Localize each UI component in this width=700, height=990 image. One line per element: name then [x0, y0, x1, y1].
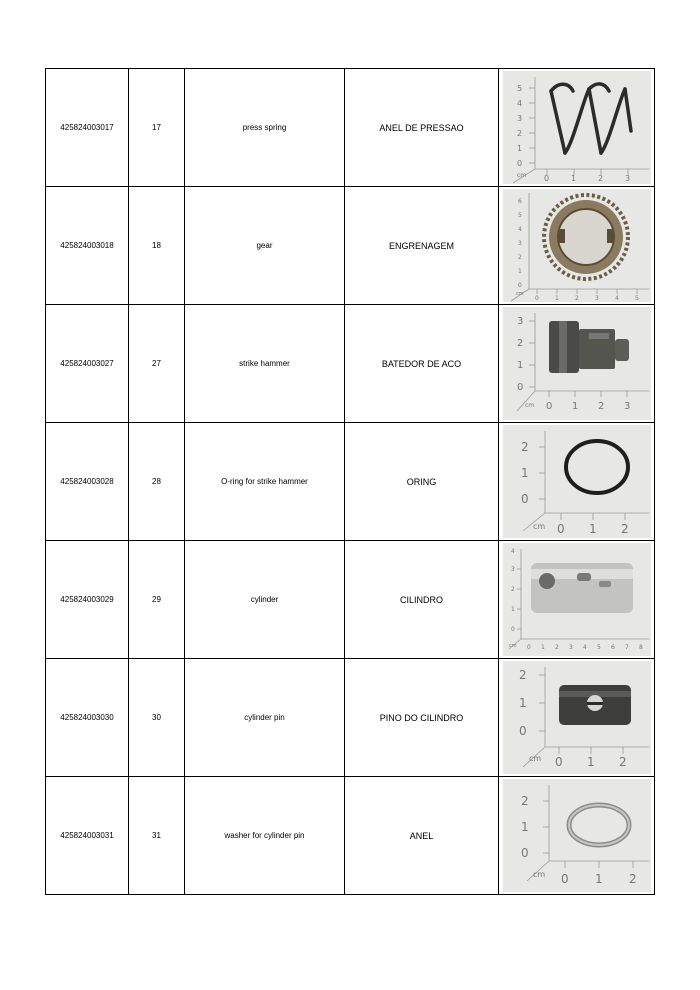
ruler-unit: cm — [516, 172, 526, 179]
ruler-y-tick: 0 — [516, 382, 523, 393]
ruler-x-tick: 0 — [543, 174, 549, 183]
ruler-y-tick: 4 — [516, 99, 522, 108]
description-pt: BATEDOR DE ACO — [345, 305, 499, 423]
ruler-y-tick: 1 — [520, 820, 529, 834]
ruler-y-tick: 2 — [516, 129, 522, 138]
ruler-x-tick: 5 — [596, 644, 601, 651]
part-number: 425824003028 — [46, 423, 129, 541]
ruler-y-tick: 0 — [520, 492, 529, 506]
description-en: gear — [185, 187, 345, 305]
ruler-y-tick: 2 — [520, 794, 529, 808]
part-number: 425824003018 — [46, 187, 129, 305]
ruler-x-tick: 3 — [623, 401, 630, 412]
description-pt: ORING — [345, 423, 499, 541]
ruler-x-tick: 1 — [571, 401, 578, 412]
ruler-y-tick: 1 — [517, 268, 522, 275]
position-number: 27 — [129, 305, 185, 423]
table-row — [46, 659, 655, 777]
cylinder-photo — [503, 543, 651, 656]
position-number: 28 — [129, 423, 185, 541]
ruler-x-tick: 2 — [574, 295, 579, 302]
ruler-x-tick: 2 — [620, 522, 629, 536]
position-number: 29 — [129, 541, 185, 659]
description-en: cylinder — [185, 541, 345, 659]
table-row — [46, 423, 655, 541]
ruler-x-tick: 8 — [638, 644, 643, 651]
ruler-x-tick: 3 — [594, 295, 599, 302]
ruler-unit: cm — [508, 643, 517, 649]
strike-hammer-photo — [503, 307, 651, 420]
ruler-x-tick: 2 — [597, 174, 603, 183]
ruler-x-tick: 1 — [594, 872, 603, 886]
ruler-y-tick: 2 — [518, 668, 527, 682]
ruler-unit: cm — [532, 522, 545, 531]
ruler-y-tick: 6 — [517, 198, 522, 205]
press-spring-photo — [503, 71, 651, 184]
ruler-x-tick: 5 — [634, 295, 639, 302]
ruler-y-tick: 4 — [517, 226, 522, 233]
ruler-y-tick: 0 — [516, 159, 522, 168]
ruler-y-tick: 5 — [516, 84, 522, 93]
ruler-y-tick: 4 — [510, 548, 515, 555]
ruler-x-tick: 2 — [554, 644, 559, 651]
ruler-y-tick: 1 — [510, 606, 515, 613]
description-en: cylinder pin — [185, 659, 345, 777]
ruler-x-tick: 7 — [624, 644, 629, 651]
part-number: 425824003029 — [46, 541, 129, 659]
part-number: 425824003031 — [46, 777, 129, 895]
ruler-y-tick: 0 — [520, 846, 529, 860]
table-row — [46, 305, 655, 423]
ruler-y-tick: 3 — [510, 566, 515, 573]
ruler-y-tick: 2 — [510, 586, 515, 593]
part-number: 425824003030 — [46, 659, 129, 777]
ruler-y-tick: 0 — [518, 724, 527, 738]
description-pt: ANEL — [345, 777, 499, 895]
ruler-x-tick: 0 — [534, 295, 539, 302]
part-number: 425824003017 — [46, 69, 129, 187]
table-row — [46, 541, 655, 659]
ruler-x-tick: 0 — [545, 401, 552, 412]
o-ring-photo — [503, 425, 651, 538]
ruler-x-tick: 0 — [554, 755, 563, 769]
ruler-y-tick: 1 — [518, 696, 527, 710]
ruler-y-tick: 2 — [516, 338, 523, 349]
table-row — [46, 69, 655, 187]
ruler-y-tick: 1 — [520, 466, 529, 480]
ruler-y-tick: 0 — [510, 626, 515, 633]
ruler-y-tick: 3 — [516, 316, 523, 327]
gear-photo — [503, 189, 651, 302]
ruler-x-tick: 6 — [610, 644, 615, 651]
ruler-x-tick: 1 — [540, 644, 545, 651]
table-row — [46, 187, 655, 305]
ruler-x-tick: 2 — [618, 755, 627, 769]
ruler-y-tick: 2 — [520, 440, 529, 454]
ruler-unit: cm — [528, 754, 541, 763]
ruler-unit: cm — [515, 291, 524, 297]
ruler-x-tick: 2 — [628, 872, 637, 886]
ruler-x-tick: 0 — [526, 644, 531, 651]
ruler-x-tick: 1 — [570, 174, 576, 183]
description-pt: ENGRENAGEM — [345, 187, 499, 305]
parts-table — [45, 68, 655, 895]
ruler-unit: cm — [524, 402, 534, 409]
ruler-x-tick: 2 — [597, 401, 604, 412]
description-en: strike hammer — [185, 305, 345, 423]
ruler-x-tick: 1 — [554, 295, 559, 302]
position-number: 18 — [129, 187, 185, 305]
cylinder-pin-photo — [503, 661, 651, 774]
ruler-x-tick: 3 — [624, 174, 630, 183]
ruler-x-tick: 1 — [588, 522, 597, 536]
ruler-x-tick: 4 — [614, 295, 619, 302]
position-number: 30 — [129, 659, 185, 777]
ruler-y-tick: 5 — [517, 212, 522, 219]
ruler-unit: cm — [532, 870, 545, 879]
ruler-y-tick: 1 — [516, 144, 522, 153]
ruler-y-tick: 2 — [517, 254, 522, 261]
description-pt: ANEL DE PRESSAO — [345, 69, 499, 187]
ruler-y-tick: 1 — [516, 360, 523, 371]
ruler-y-tick: 3 — [516, 114, 522, 123]
ruler-y-tick: 0 — [517, 282, 522, 289]
description-en: press spring — [185, 69, 345, 187]
description-en: O-ring for strike hammer — [185, 423, 345, 541]
ruler-x-tick: 0 — [560, 872, 569, 886]
position-number: 17 — [129, 69, 185, 187]
ruler-x-tick: 0 — [556, 522, 565, 536]
ruler-x-tick: 3 — [568, 644, 573, 651]
washer-photo — [503, 779, 651, 892]
description-en: washer for cylinder pin — [185, 777, 345, 895]
table-row — [46, 777, 655, 895]
description-pt: PINO DO CILINDRO — [345, 659, 499, 777]
ruler-x-tick: 1 — [586, 755, 595, 769]
description-pt: CILINDRO — [345, 541, 499, 659]
part-number: 425824003027 — [46, 305, 129, 423]
ruler-x-tick: 4 — [582, 644, 587, 651]
ruler-y-tick: 3 — [517, 240, 522, 247]
position-number: 31 — [129, 777, 185, 895]
